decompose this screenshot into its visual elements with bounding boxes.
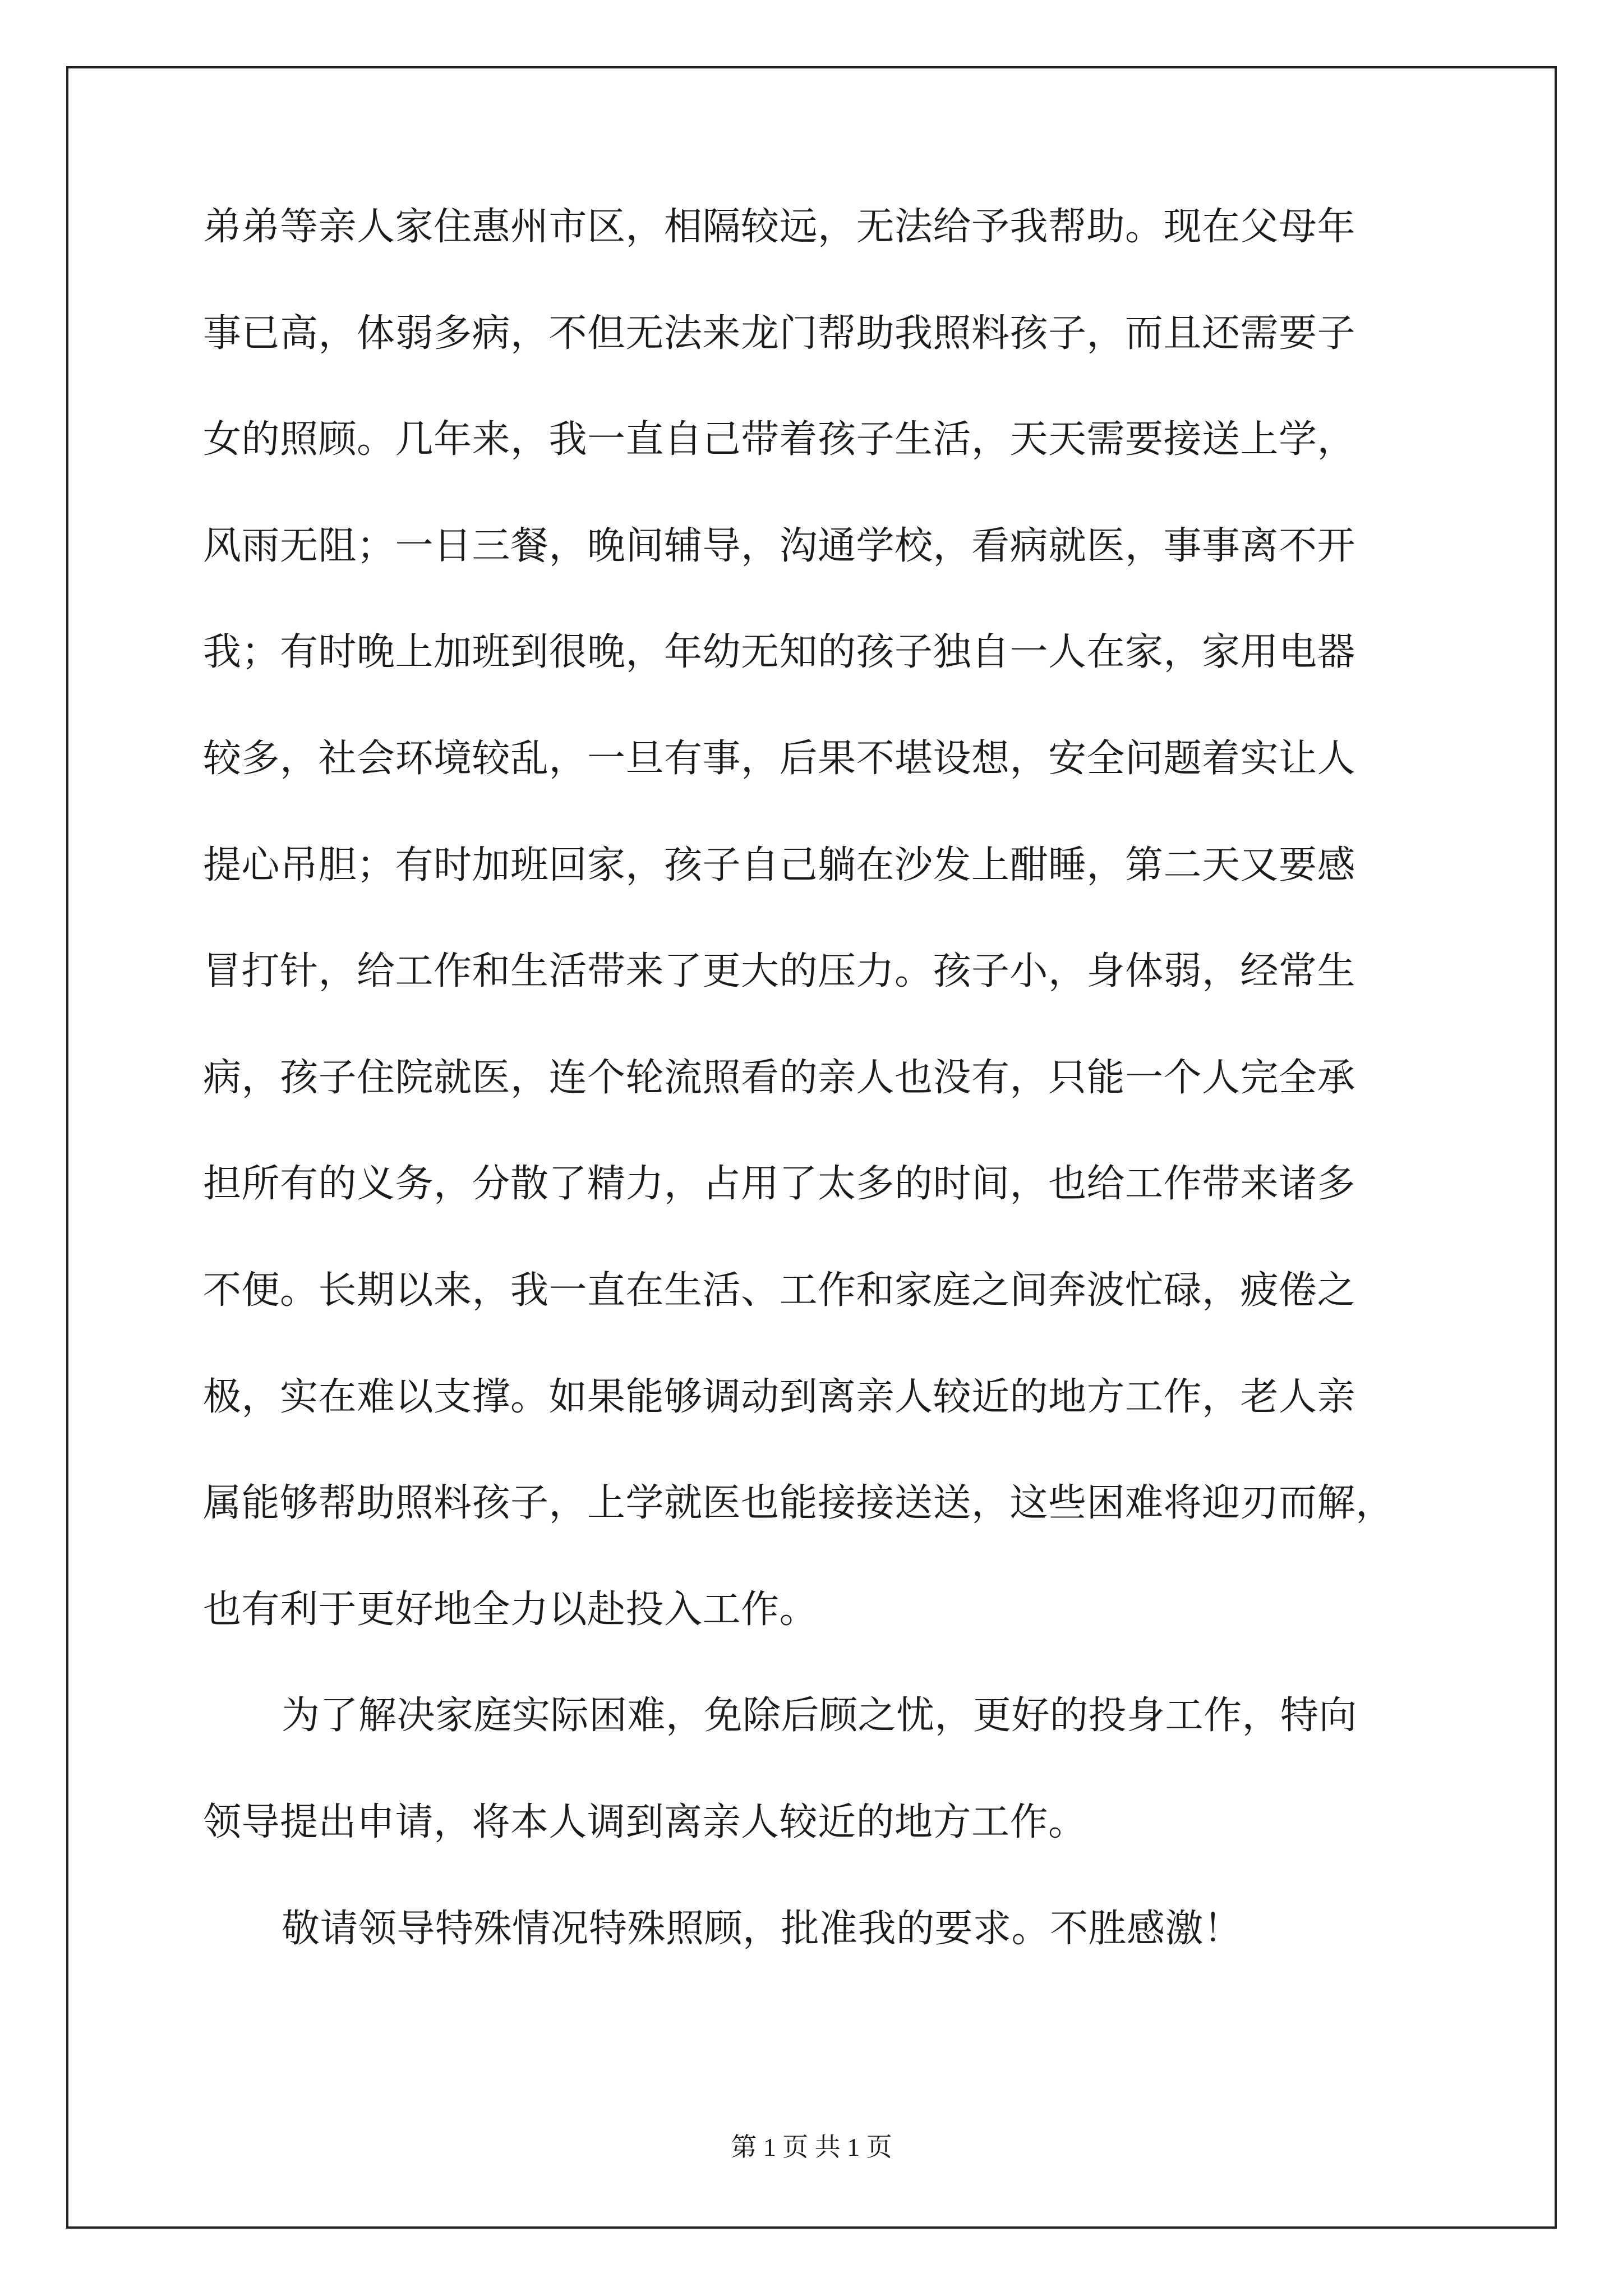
body-text-line: 我；有时晚上加班到很晚，年幼无知的孩子独自一人在家，家用电器	[203, 630, 1356, 675]
body-text-line: 提心吊胆；有时加班回家，孩子自己躺在沙发上酣睡，第二天又要感	[203, 843, 1356, 887]
body-text-line: 冒打针，给工作和生活带来了更大的压力。孩子小，身体弱，经常生	[203, 949, 1356, 994]
document-body	[203, 205, 1470, 2016]
body-text-line: 极，实在难以支撑。如果能够调动到离亲人较近的地方工作，老人亲	[203, 1374, 1356, 1419]
body-text-line: 弟弟等亲人家住惠州市区，相隔较远，无法给予我帮助。现在父母年	[203, 205, 1356, 249]
paragraph-start-line: 为了解决家庭实际困难，免除后顾之忧，更好的投身工作，特向	[282, 1694, 1358, 1738]
body-text-line: 病，孩子住院就医，连个轮流照看的亲人也没有，只能一个人完全承	[203, 1055, 1356, 1100]
body-text-line: 也有利于更好地全力以赴投入工作。	[203, 1587, 818, 1632]
body-text-line: 属能够帮助照料孩子，上学就医也能接接送送，这些困难将迎刃而解，	[203, 1481, 1394, 1526]
body-text-line: 较多，社会环境较乱，一旦有事，后果不堪设想，安全问题着实让人	[203, 736, 1356, 781]
body-text-line: 不便。长期以来，我一直在生活、工作和家庭之间奔波忙碌，疲倦之	[203, 1268, 1356, 1313]
closing-request-line: 敬请领导特殊情况特殊照顾，批准我的要求。不胜感激！	[282, 1906, 1242, 1951]
body-text-line: 女的照顾。几年来，我一直自己带着孩子生活，天天需要接送上学，	[203, 417, 1356, 462]
page-number-footer: 第 1 页 共 1 页	[731, 2133, 892, 2161]
body-text-line: 事已高，体弱多病，不但无法来龙门帮助我照料孩子，而且还需要子	[203, 311, 1356, 356]
body-text-line: 领导提出申请，将本人调到离亲人较近的地方工作。	[203, 1800, 1087, 1844]
body-text-line: 担所有的义务，分散了精力，占用了太多的时间，也给工作带来诸多	[203, 1162, 1356, 1207]
body-text-line: 风雨无阻；一日三餐，晚间辅导，沟通学校，看病就医，事事离不开	[203, 523, 1356, 568]
